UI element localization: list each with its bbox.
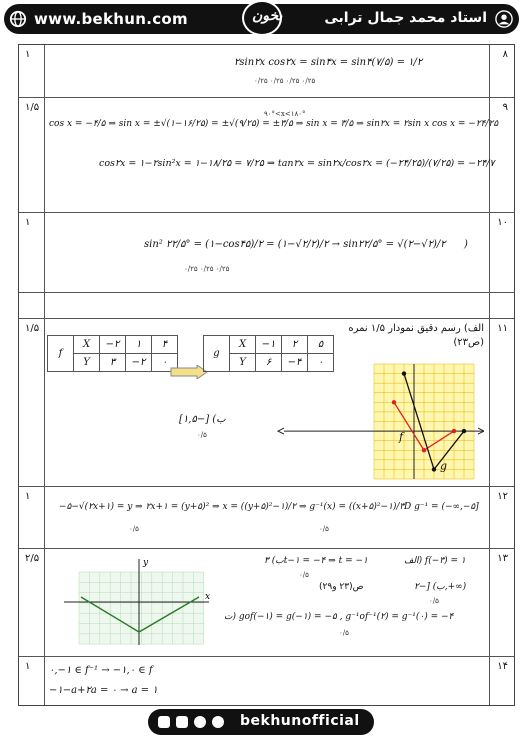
question-score: ۲/۵ — [25, 553, 40, 564]
question-row-9 — [19, 97, 514, 212]
telegram-icon[interactable] — [194, 716, 206, 728]
axis-arrow — [278, 428, 284, 434]
part-label: ) — [464, 239, 468, 250]
globe-icon — [9, 10, 27, 28]
question-row-11 — [19, 318, 514, 486]
point-g — [432, 467, 436, 471]
part-b-answer: ب) ۳t−۱ = −۴ ⇒ t = −۱ — [264, 556, 368, 566]
formula-line: sin² ۲۲/۵° = (۱−cos۴۵)/۲ = (۱−√۲/۲)/۲ → sin۲۲/۵° = √(۲−√۲)/۲ — [144, 239, 446, 250]
question-number: ۱۲ — [497, 491, 508, 502]
site-url[interactable]: www.bekhun.com — [34, 10, 188, 28]
marks-line: ۰/۵ — [429, 597, 439, 605]
point-g — [402, 371, 406, 375]
task-text: الف) رسم دقیق نمودار ۱/۵ نمره — [348, 323, 484, 334]
part-b2-answer: ب) [−۲,+∞) — [414, 582, 467, 592]
page-reference: ص(۲۳ و۲۹) — [319, 582, 364, 592]
question-score: ۱ — [25, 661, 31, 672]
question-score: ۱/۵ — [25, 323, 40, 334]
marks-line: ۰/۵ — [197, 431, 207, 439]
question-row-8 — [19, 45, 514, 97]
brand-logo: بخون — [242, 0, 282, 36]
formula-line: −۵−√(۲x+۱) = y ⇒ ۲x+۱ = (y+۵)² ⇒ x = ((y+۵)²−۱)/۲ ⇒ g⁻¹(x) = ((x+۵)²−۱)/۳ — [59, 502, 405, 512]
marks-line: ۰/۵ — [339, 629, 349, 637]
range-note: ۹۰°<x<۱۸۰° — [264, 110, 306, 118]
formula-line: ۰,−۱ ∈ f⁻¹ → −۱,۰ ∈ f — [49, 665, 153, 676]
whatsapp-icon[interactable] — [212, 716, 224, 728]
page-reference: (ص۲۳) — [453, 337, 484, 348]
point-f — [392, 400, 396, 404]
point-f — [452, 429, 456, 433]
formula-line: −۱−a+۲a = ۰ → a = ۱ — [49, 685, 158, 696]
question-number: ۱۰ — [497, 217, 508, 228]
question-score: ۱ — [25, 217, 31, 228]
instagram-icon[interactable] — [158, 716, 170, 728]
marks-line: ۰/۵ — [299, 571, 309, 579]
question-row-10 — [19, 212, 514, 292]
social-handle[interactable]: bekhunofficial — [240, 713, 360, 729]
abs-graph — [59, 557, 214, 647]
part-a-answer: الف) f(−۳) = ۱ — [404, 556, 466, 566]
question-row-13 — [19, 548, 514, 656]
label-f: f — [399, 430, 404, 444]
function-graph — [264, 359, 484, 484]
question-row-14 — [19, 656, 514, 706]
question-number: ۸ — [502, 49, 508, 60]
question-score: ۱/۵ — [25, 102, 40, 113]
marks-line: ۰/۲۵ ۰/۲۵ ۰/۲۵ — [184, 265, 230, 273]
footer-bar — [148, 709, 374, 735]
question-number: ۱۱ — [497, 323, 508, 334]
label-g: g — [440, 459, 448, 473]
formula-line: cos x = −۴/۵ ⇒ sin x = ±√(۱−۱۶/۲۵) = ±√(۹/۲۵) = ±۳/۵ ⇒ sin x = ۳/۵ ⇒ sin۲x = ۲sin x cos x = −۲۴/۲۵ — [49, 119, 499, 129]
answer-sheet — [18, 44, 515, 706]
part-c-answer: ت) gof(−۱) = g(−۱) = −۵ , g⁻¹of⁻¹(۲) = g⁻¹(۰) = −۴ — [224, 612, 454, 622]
youtube-icon[interactable] — [176, 716, 188, 728]
domain-answer: D g⁻¹ = (−∞,−۵] — [404, 502, 479, 512]
part-b-answer: ب) [−۱,۵] — [179, 414, 226, 425]
point-g — [462, 429, 466, 433]
marks-line: ۰/۵ — [129, 525, 139, 533]
user-icon — [495, 10, 513, 28]
teacher-title: استاد محمد جمال ترابی — [324, 10, 487, 26]
x-axis-label: x — [205, 592, 211, 602]
question-row-12 — [19, 486, 514, 548]
question-number: ۱۳ — [497, 553, 508, 564]
formula-line: cos۲x = ۱−۲sin²x = ۱−۱۸/۲۵ = ۷/۲۵ ⇒ tan۲x = sin۲x/cos۲x = (−۲۴/۲۵)/(۷/۲۵) = −۲۴/۷ — [99, 158, 495, 169]
question-number: ۱۴ — [497, 661, 508, 672]
blank-row — [19, 292, 514, 318]
marks-line: ۰/۲۵ ۰/۲۵ ۰/۲۵ ۰/۲۵ — [254, 77, 316, 85]
point-f — [422, 448, 426, 452]
table-g: g X −۱ ۲ ۵ Y ۶ −۴ ۰ — [203, 335, 334, 372]
formula-line: ۲sin۲x cos۲x = sin۴x = sin۴(۷/۵) = ۱/۲ — [234, 57, 423, 68]
table-f: f X −۲ ۱ ۴ Y ۳ −۲ ۰ — [47, 335, 178, 372]
y-axis-label: y — [143, 558, 149, 568]
question-score: ۱ — [25, 49, 31, 60]
marks-line: ۰/۵ — [319, 525, 329, 533]
question-score: ۱ — [25, 491, 31, 502]
question-number: ۹ — [502, 102, 508, 113]
